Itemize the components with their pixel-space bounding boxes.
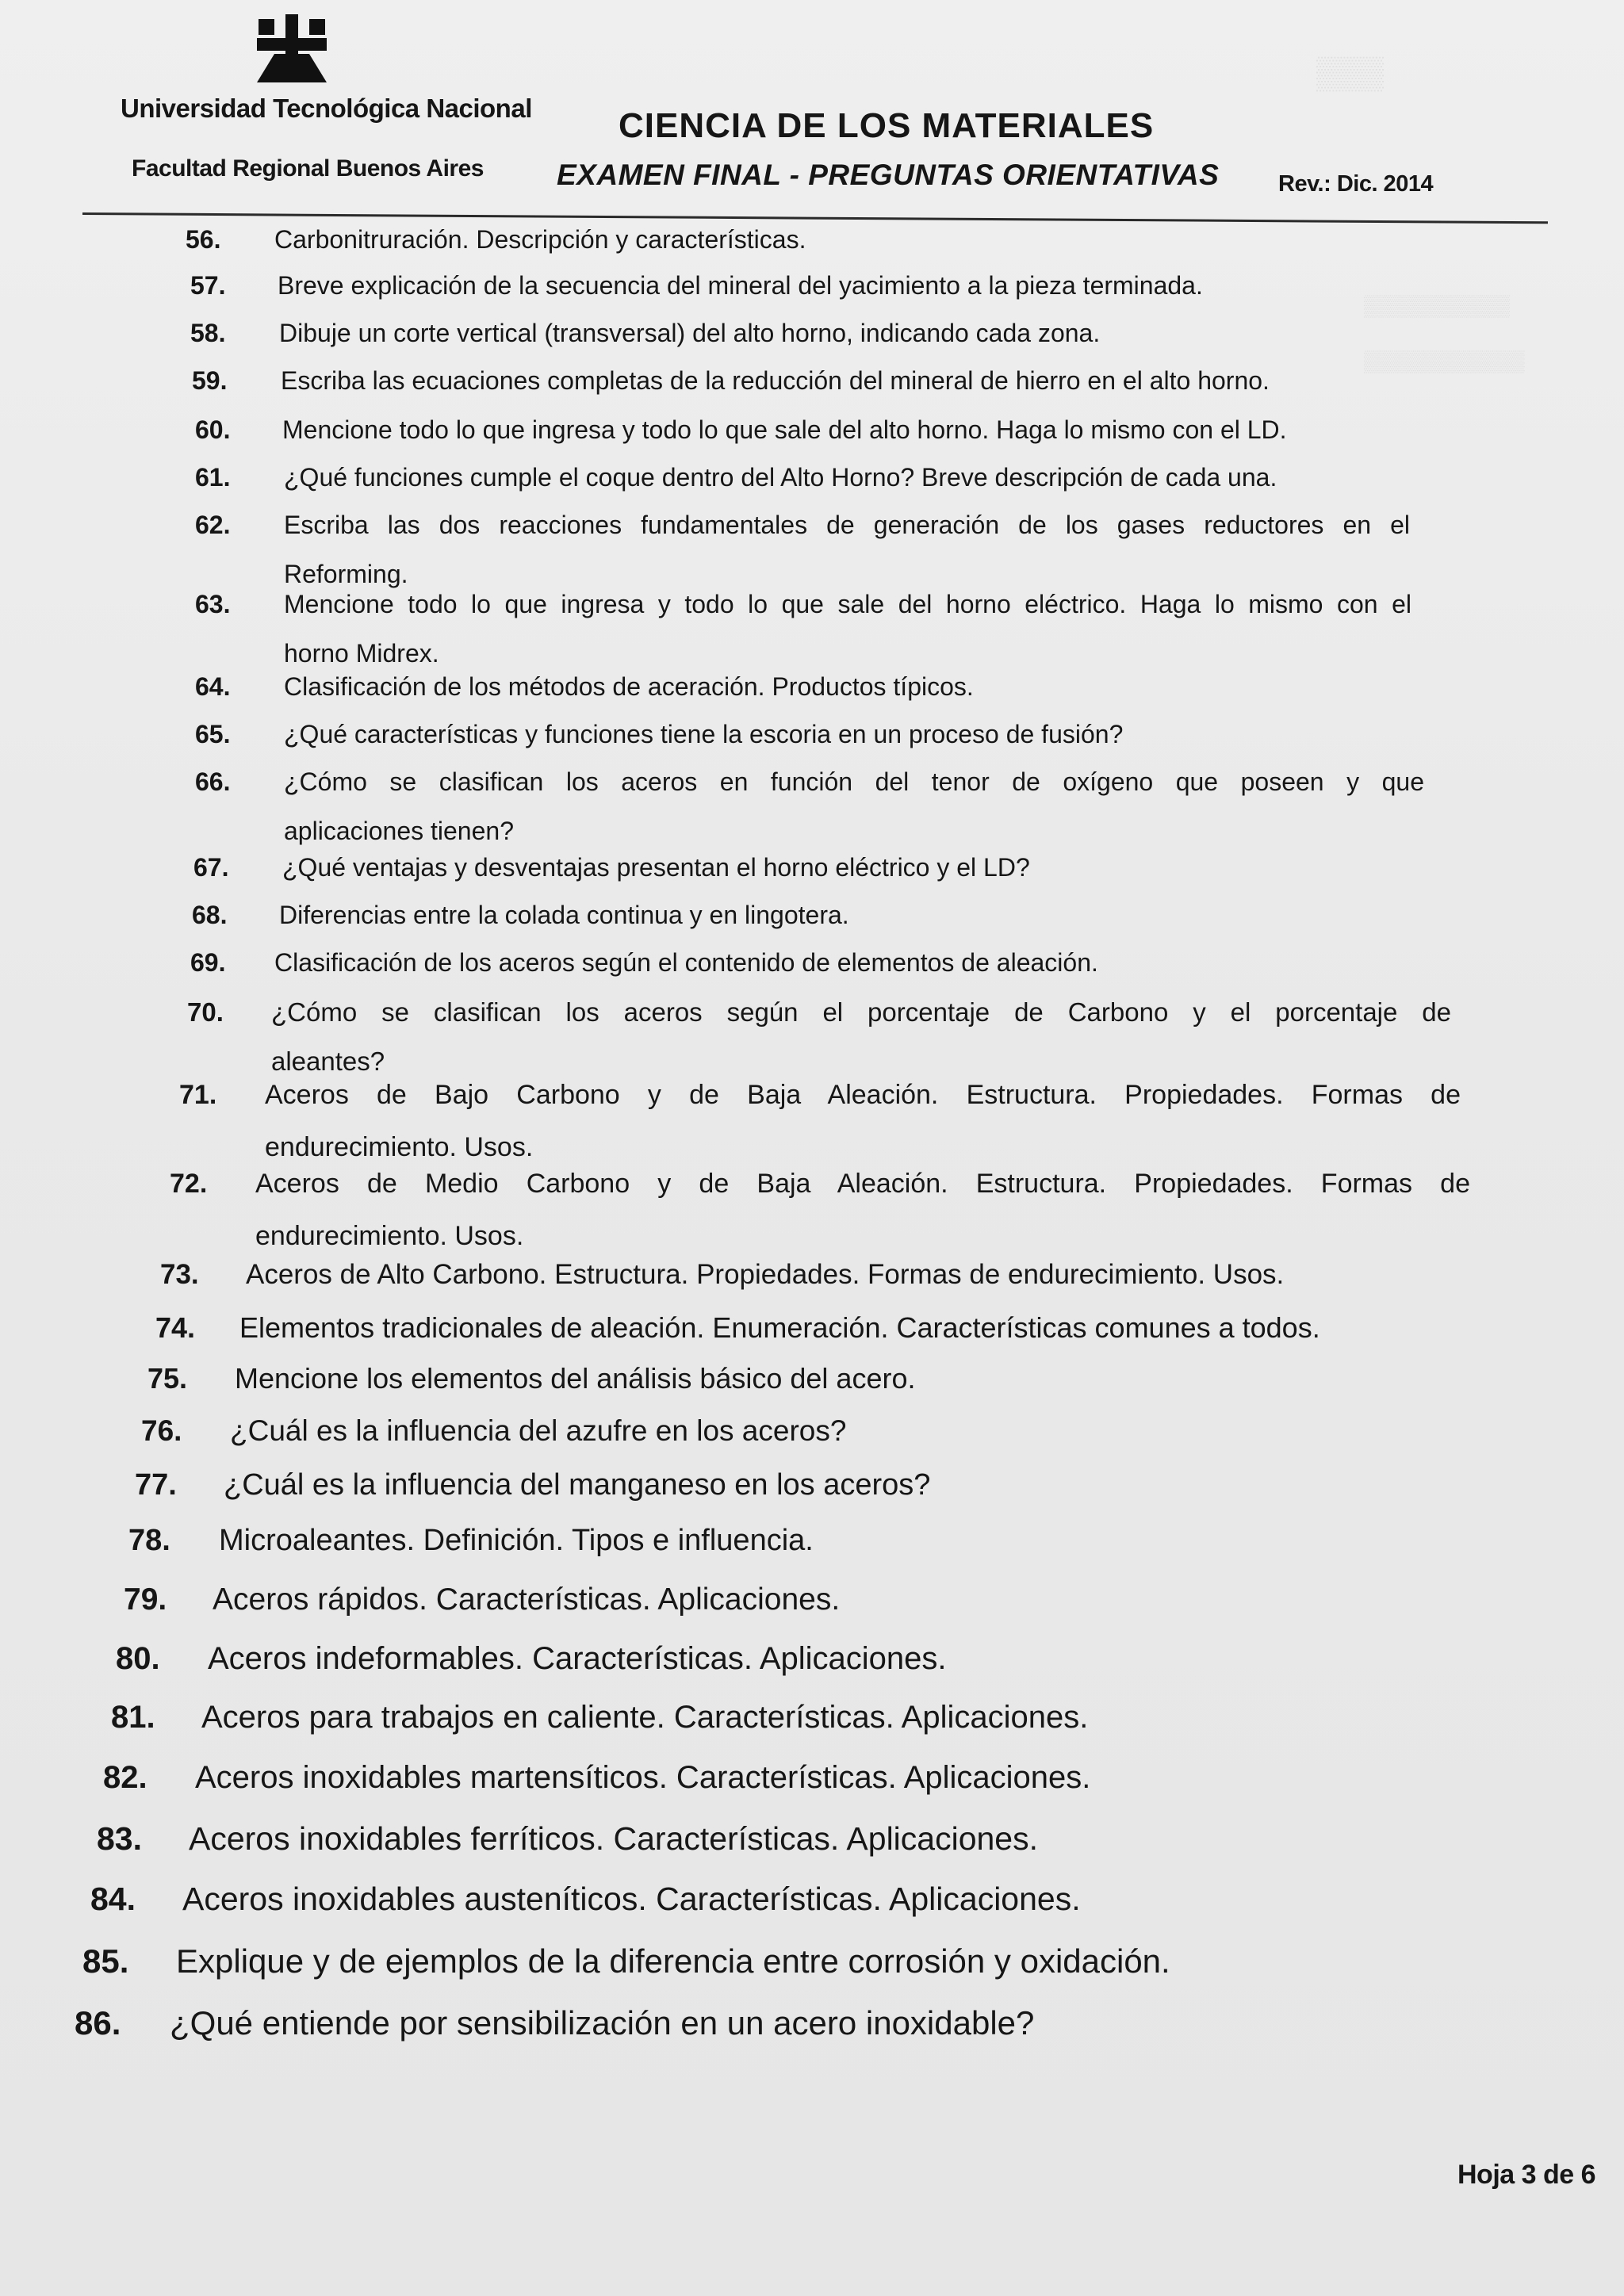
- course-title: CIENCIA DE LOS MATERIALES: [619, 106, 1155, 145]
- question-number: 72.: [170, 1169, 208, 1199]
- question-text: Escriba las dos reacciones fundamentales de generación de los gases reductores en el: [284, 511, 1410, 539]
- question-number: 63.: [195, 590, 231, 618]
- question-text: Breve explicación de la secuencia del mineral del yacimiento a la pieza terminada.: [278, 271, 1203, 300]
- question-text: Aceros inoxidables austeníticos. Características. Aplicaciones.: [182, 1881, 1081, 1917]
- revision-date: Rev.: Dic. 2014: [1278, 171, 1434, 197]
- question-text: Aceros rápidos. Características. Aplicaciones.: [213, 1582, 841, 1617]
- question-number: 66.: [195, 767, 231, 796]
- question-number: 75.: [147, 1362, 188, 1395]
- question-number: 57.: [190, 271, 226, 300]
- question-number: 85.: [82, 1942, 129, 1980]
- question-text: Mencione todo lo que ingresa y todo lo que sale del alto horno. Haga lo mismo con el LD.: [282, 415, 1287, 444]
- question-text: ¿Cuál es la influencia del azufre en los aceros?: [230, 1414, 847, 1447]
- question-text: Reforming.: [284, 560, 408, 588]
- question-number: 70.: [187, 997, 224, 1027]
- question-number: 60.: [195, 415, 231, 444]
- question-text: Aceros indeformables. Características. Aplicaciones.: [208, 1641, 947, 1676]
- question-text: Mencione los elementos del análisis básico del acero.: [235, 1362, 916, 1395]
- question-text: ¿Qué características y funciones tiene la escoria en un proceso de fusión?: [284, 720, 1124, 748]
- question-number: 69.: [190, 948, 226, 977]
- question-text: Aceros inoxidables martensíticos. Características. Aplicaciones.: [195, 1760, 1091, 1795]
- question-text: Clasificación de los métodos de aceración. Productos típicos.: [284, 672, 974, 701]
- question-number: 62.: [195, 511, 231, 539]
- bleed-through-mark: ▒▒▒: [1316, 55, 1385, 90]
- question-number: 78.: [128, 1524, 170, 1557]
- question-number: 82.: [103, 1760, 147, 1795]
- question-number: 71.: [179, 1080, 217, 1110]
- question-number: 67.: [193, 853, 229, 882]
- question-number: 80.: [116, 1641, 160, 1676]
- question-number: 58.: [190, 319, 226, 347]
- question-number: 84.: [90, 1881, 136, 1917]
- question-text: Explique y de ejemplos de la diferencia entre corrosión y oxidación.: [176, 1942, 1170, 1980]
- question-number: 86.: [75, 2004, 121, 2042]
- question-text: aplicaciones tienen?: [284, 817, 514, 845]
- question-number: 76.: [141, 1414, 182, 1447]
- question-number: 64.: [195, 672, 231, 701]
- question-text: endurecimiento. Usos.: [255, 1221, 524, 1251]
- header-divider: [82, 212, 1548, 224]
- question-text: endurecimiento. Usos.: [265, 1132, 534, 1162]
- question-number: 59.: [192, 366, 228, 395]
- question-number: 68.: [192, 901, 228, 929]
- question-text: Elementos tradicionales de aleación. Enumeración. Características comunes a todos.: [239, 1311, 1320, 1344]
- question-text: ¿Cómo se clasifican los aceros en función del tenor de oxígeno que poseen y que: [284, 767, 1424, 796]
- question-text: Aceros de Alto Carbono. Estructura. Propiedades. Formas de endurecimiento. Usos.: [246, 1259, 1285, 1290]
- question-text: ¿Qué funciones cumple el coque dentro del Alto Horno? Breve descripción de cada una.: [284, 463, 1277, 492]
- question-text: Dibuje un corte vertical (transversal) del alto horno, indicando cada zona.: [279, 319, 1101, 347]
- question-number: 81.: [111, 1700, 155, 1735]
- question-text: Aceros de Medio Carbono y de Baja Aleación. Estructura. Propiedades. Formas de: [255, 1169, 1470, 1199]
- exam-subtitle: EXAMEN FINAL - PREGUNTAS ORIENTATIVAS: [557, 159, 1220, 191]
- question-text: aleantes?: [271, 1047, 385, 1076]
- question-text: Aceros para trabajos en caliente. Características. Aplicaciones.: [201, 1700, 1089, 1735]
- question-text: ¿Cuál es la influencia del manganeso en los aceros?: [224, 1468, 931, 1502]
- question-text: Aceros inoxidables ferríticos. Características. Aplicaciones.: [189, 1820, 1039, 1857]
- question-number: 74.: [155, 1311, 196, 1344]
- question-text: Microaleantes. Definición. Tipos e influencia.: [219, 1524, 814, 1557]
- question-text: Diferencias entre la colada continua y en lingotera.: [279, 901, 849, 929]
- question-number: 79.: [124, 1582, 167, 1617]
- question-text: Aceros de Bajo Carbono y de Baja Aleación. Estructura. Propiedades. Formas de: [265, 1080, 1461, 1110]
- question-text: Mencione todo lo que ingresa y todo lo que sale del horno eléctrico. Haga lo mismo con el: [284, 590, 1411, 618]
- question-number: 61.: [195, 463, 231, 492]
- question-text: Clasificación de los aceros según el contenido de elementos de aleación.: [274, 948, 1098, 977]
- faculty-name: Facultad Regional Buenos Aires: [132, 155, 484, 182]
- bleed-through-mark: ▒▒▒▒▒▒▒▒▒▒: [1364, 293, 1511, 317]
- question-number: 73.: [160, 1259, 199, 1290]
- question-text: Carbonitruración. Descripción y características.: [274, 225, 806, 254]
- question-text: horno Midrex.: [284, 639, 439, 668]
- bleed-through-mark: ▒▒▒▒▒▒▒▒▒▒▒: [1364, 349, 1525, 373]
- question-text: ¿Cómo se clasifican los aceros según el porcentaje de Carbono y el porcentaje de: [271, 997, 1451, 1027]
- question-text: ¿Qué entiende por sensibilización en un acero inoxidable?: [170, 2004, 1035, 2042]
- university-name: Universidad Tecnológica Nacional: [121, 94, 532, 123]
- utn-logo-icon: [251, 14, 333, 82]
- question-text: ¿Qué ventajas y desventajas presentan el horno eléctrico y el LD?: [282, 853, 1030, 882]
- question-number: 56.: [186, 225, 221, 254]
- question-number: 65.: [195, 720, 231, 748]
- page-number: Hoja 3 de 6: [1457, 2160, 1596, 2190]
- question-number: 77.: [135, 1468, 177, 1502]
- question-number: 83.: [97, 1820, 142, 1857]
- question-text: Escriba las ecuaciones completas de la reducción del mineral de hierro en el alto horno.: [281, 366, 1270, 395]
